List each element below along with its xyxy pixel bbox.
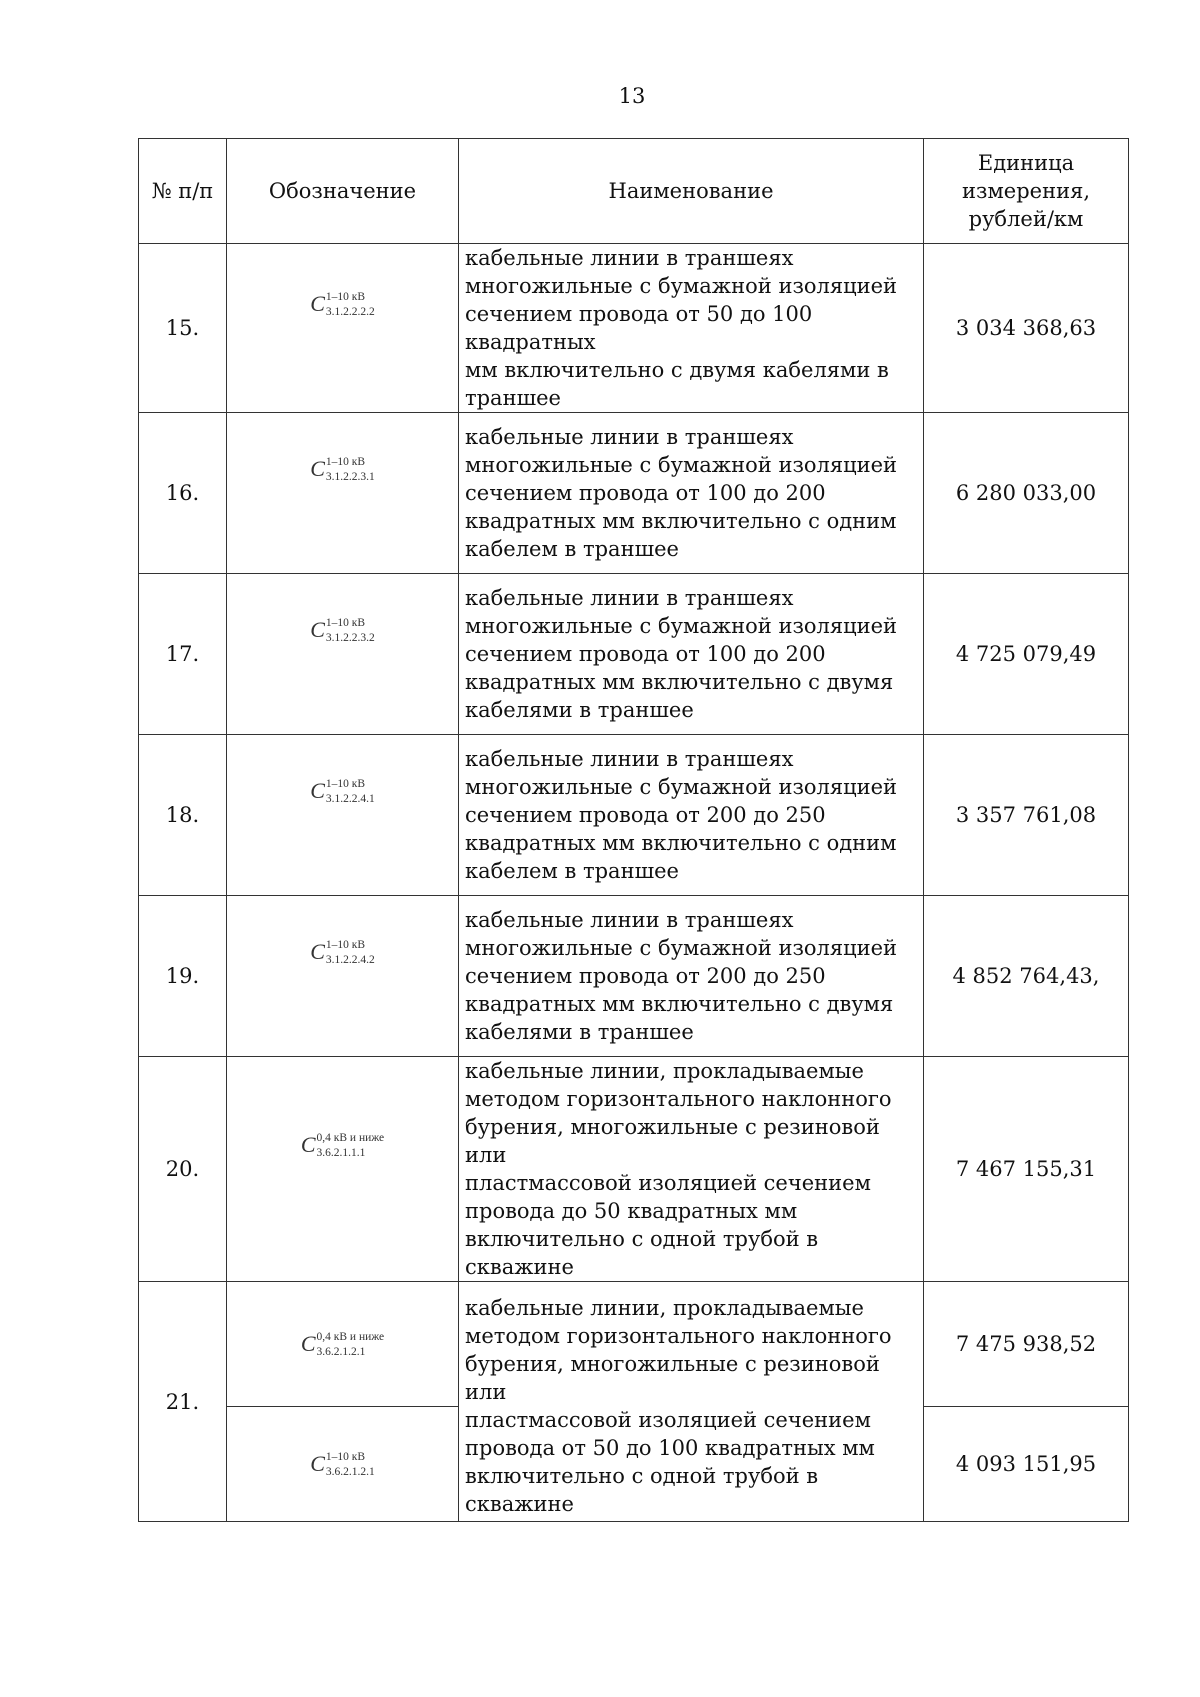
name-cell [459,1282,924,1522]
header-num: № п/п [139,139,227,244]
designation-symbol: C 0,4 кВ и ниже 3.6.2.1.1.1 [300,1131,385,1160]
name-line: сечением провода от 50 до 100 квадратных [465,302,813,354]
value-cell: 4 852 764,43, [924,896,1129,1057]
designation-symbol: C 0,4 кВ и ниже 3.6.2.1.2.1 [300,1330,385,1359]
name-line: квадратных мм включительно с одним [465,831,897,855]
header-unit-line: рублей/км [968,207,1084,231]
name-line: сечением провода от 200 до 250 [465,803,826,827]
page-number: 13 [618,84,646,108]
name-line: квадратных мм включительно с двумя [465,670,894,694]
table-row [139,1282,1129,1407]
name-line: кабельные линии, прокладываемые [465,1059,864,1083]
name-line: кабельные линии в траншеях [465,908,794,932]
designation-cell [227,1407,459,1522]
name-cell [459,735,924,896]
name-line: многожильные с бумажной изоляцией [465,614,898,638]
header-row [139,139,1129,244]
name-line: провода до 50 квадратных мм [465,1199,798,1223]
name-line: многожильные с бумажной изоляцией [465,775,898,799]
row-number: 19. [139,896,227,1057]
name-line: кабельные линии, прокладываемые [465,1296,864,1320]
designation-symbol: C 1–10 кВ 3.1.2.2.2.2 [310,290,375,319]
designation-cell [227,574,459,735]
name-line: квадратных мм включительно с одним [465,509,897,533]
row-number: 20. [139,1057,227,1282]
row-number: 16. [139,413,227,574]
name-line: методом горизонтального наклонного [465,1324,892,1348]
name-line: сечением провода от 100 до 200 [465,481,826,505]
designation-cell [227,244,459,413]
designation-symbol: C 1–10 кВ 3.1.2.2.4.2 [310,938,375,967]
name-line: сечением провода от 200 до 250 [465,964,826,988]
name-line: кабелями в траншее [465,698,694,722]
name-line: кабельные линии в траншеях [465,425,794,449]
name-line: кабельные линии в траншеях [465,747,794,771]
value-cell: 7 467 155,31 [924,1057,1129,1282]
designation-symbol: C 1–10 кВ 3.1.2.2.3.1 [310,455,375,484]
table-row [139,244,1129,413]
name-line: многожильные с бумажной изоляцией [465,453,898,477]
table-row [139,574,1129,735]
table-row [139,413,1129,574]
name-line: кабельные линии в траншеях [465,586,794,610]
value-cell: 3 357 761,08 [924,735,1129,896]
name-line: включительно с одной трубой в скважине [465,1227,819,1279]
value-cell: 4 093 151,95 [924,1407,1129,1522]
name-line: кабельные линии в траншеях [465,246,794,270]
value-cell: 6 280 033,00 [924,413,1129,574]
name-cell [459,896,924,1057]
header-name: Наименование [459,139,924,244]
header-code: Обозначение [227,139,459,244]
table-row [139,735,1129,896]
row-number: 18. [139,735,227,896]
name-line: бурения, многожильные с резиновой или [465,1352,880,1404]
name-line: провода от 50 до 100 квадратных мм [465,1436,875,1460]
value-cell: 7 475 938,52 [924,1282,1129,1407]
name-cell [459,413,924,574]
name-line: методом горизонтального наклонного [465,1087,892,1111]
table-row [139,896,1129,1057]
name-line: мм включительно с двумя кабелями в [465,358,889,382]
header-unit-line: Единица [977,151,1075,175]
row-number: 17. [139,574,227,735]
name-line: пластмассовой изоляцией сечением [465,1408,871,1432]
row-number: 15. [139,244,227,413]
designation-cell [227,413,459,574]
name-cell [459,574,924,735]
table-row [139,1057,1129,1282]
name-line: кабелем в траншее [465,859,679,883]
name-line: многожильные с бумажной изоляцией [465,936,898,960]
value-cell: 3 034 368,63 [924,244,1129,413]
designation-symbol: C 1–10 кВ 3.6.2.1.2.1 [310,1450,375,1479]
name-line: многожильные с бумажной изоляцией [465,274,898,298]
value-cell: 4 725 079,49 [924,574,1129,735]
name-line: включительно с одной трубой в скважине [465,1464,819,1516]
name-line: кабелем в траншее [465,537,679,561]
row-number: 21. [139,1282,227,1522]
designation-cell [227,1282,459,1407]
name-line: траншее [465,386,561,410]
name-line: квадратных мм включительно с двумя [465,992,894,1016]
name-line: пластмассовой изоляцией сечением [465,1171,871,1195]
rates-table [138,138,1129,1522]
header-unit [924,139,1129,244]
designation-symbol: C 1–10 кВ 3.1.2.2.3.2 [310,616,375,645]
name-cell [459,1057,924,1282]
designation-cell [227,1057,459,1282]
designation-cell [227,896,459,1057]
name-line: кабелями в траншее [465,1020,694,1044]
name-cell [459,244,924,413]
name-line: бурения, многожильные с резиновой или [465,1115,880,1167]
designation-cell [227,735,459,896]
designation-symbol: C 1–10 кВ 3.1.2.2.4.1 [310,777,375,806]
name-line: сечением провода от 100 до 200 [465,642,826,666]
header-unit-line: измерения, [962,179,1090,203]
